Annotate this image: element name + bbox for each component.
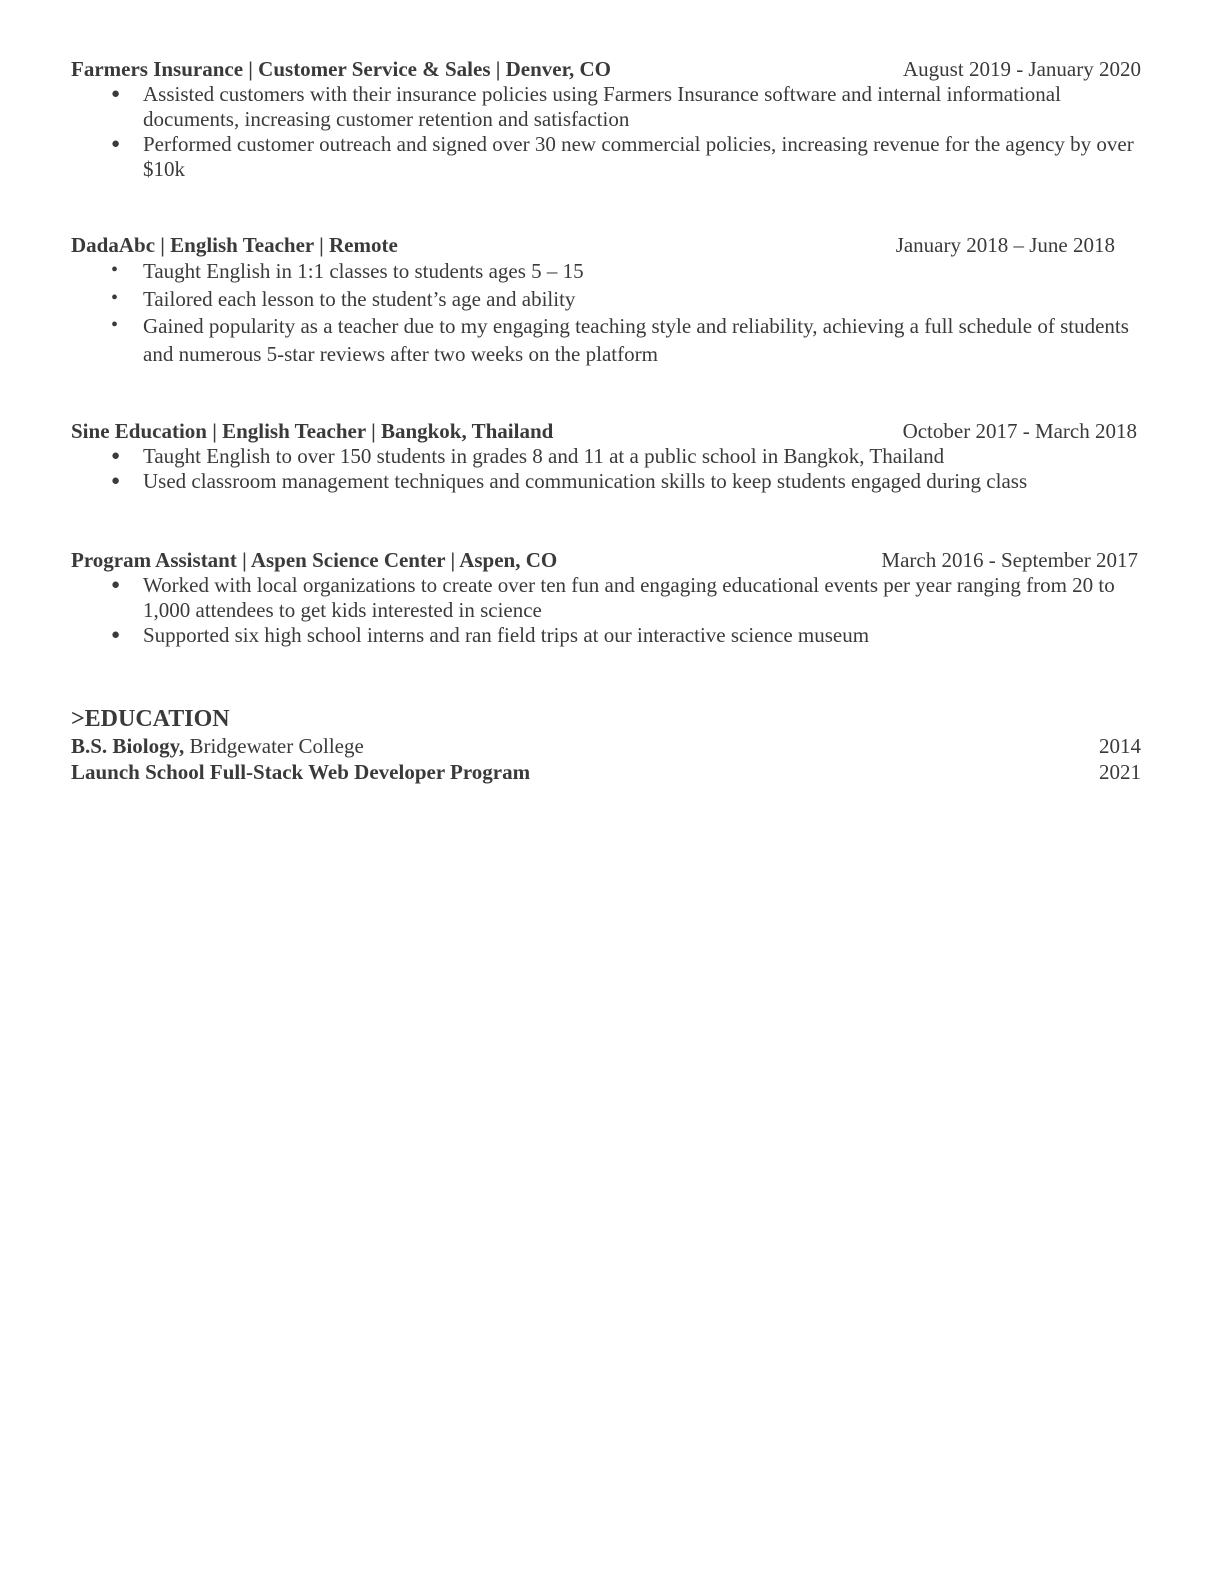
job-entry-farmers <box>71 56 1141 182</box>
job-bullets <box>71 82 1141 182</box>
job-title: DadaAbc | English Teacher | Remote <box>71 233 398 257</box>
list-item: ● Assisted customers with their insurance policies using Farmers Insurance software and internal informational documents, increasing customer retention and satisfaction <box>111 82 1061 131</box>
education-section <box>71 705 1141 785</box>
bullet-icon: • <box>111 259 119 281</box>
bullet-icon: • <box>111 314 119 336</box>
section-heading-education: >EDUCATION <box>71 706 230 732</box>
bullet-icon: ● <box>111 136 121 152</box>
job-bullets <box>71 573 1141 648</box>
bullet-icon: • <box>111 286 119 309</box>
job-dates: March 2016 - September 2017 <box>881 548 1138 572</box>
job-dates: August 2019 - January 2020 <box>903 57 1141 81</box>
job-dates: October 2017 - March 2018 <box>902 419 1137 443</box>
education-school: Bridgewater College <box>184 734 364 758</box>
job-entry-sine-education <box>71 418 1141 494</box>
list-item: • Taught English in 1:1 classes to students ages 5 – 15 <box>111 259 584 283</box>
job-title: Farmers Insurance | Customer Service & Sales | Denver, CO <box>71 57 611 81</box>
list-item: ● Taught English to over 150 students in grades 8 and 11 at a public school in Bangkok, Thailand <box>111 444 945 468</box>
job-header <box>71 418 1141 444</box>
list-item: ● Performed customer outreach and signed over 30 new commercial policies, increasing revenue for the agency by over $10k <box>111 132 1134 181</box>
education-degree-line <box>71 733 364 759</box>
job-bullets <box>71 258 1141 368</box>
bullet-icon: ● <box>111 448 121 464</box>
education-year: 2021 <box>1099 760 1141 784</box>
list-item: ● Used classroom management techniques and communication skills to keep students engaged during class <box>111 469 1028 493</box>
education-degree: Launch School Full-Stack Web Developer Program <box>71 760 531 784</box>
bullet-icon: ● <box>111 627 121 643</box>
education-degree-line <box>71 759 530 785</box>
job-header <box>71 232 1141 258</box>
job-header <box>71 547 1141 573</box>
list-item: ● Supported six high school interns and ran field trips at our interactive science museum <box>111 623 870 647</box>
education-entry <box>71 733 1141 759</box>
education-degree: B.S. Biology, <box>71 734 185 758</box>
resume-page <box>71 56 1141 785</box>
job-entry-aspen-science <box>71 547 1141 648</box>
job-bullets <box>71 444 1141 494</box>
job-title: Sine Education | English Teacher | Bangkok, Thailand <box>71 419 554 443</box>
list-item: • Gained popularity as a teacher due to my engaging teaching style and reliability, achieving a full schedule of students and numerous 5-star reviews after two weeks on the platform <box>111 314 1129 366</box>
education-entry <box>71 759 1141 785</box>
bullet-icon: ● <box>111 473 121 489</box>
list-item: • Tailored each lesson to the student’s age and ability <box>111 286 576 311</box>
job-entry-dadaabc <box>71 232 1141 368</box>
job-header <box>71 56 1141 82</box>
list-item: ● Worked with local organizations to create over ten fun and engaging educational events per year ranging from 20 to 1,000 attendees to get kids interested in science <box>111 573 1115 622</box>
bullet-icon: ● <box>111 86 121 102</box>
job-dates: January 2018 – June 2018 <box>895 233 1115 257</box>
job-title: Program Assistant | Aspen Science Center | Aspen, CO <box>71 548 558 572</box>
education-year: 2014 <box>1099 734 1141 758</box>
bullet-icon: ● <box>111 577 121 593</box>
